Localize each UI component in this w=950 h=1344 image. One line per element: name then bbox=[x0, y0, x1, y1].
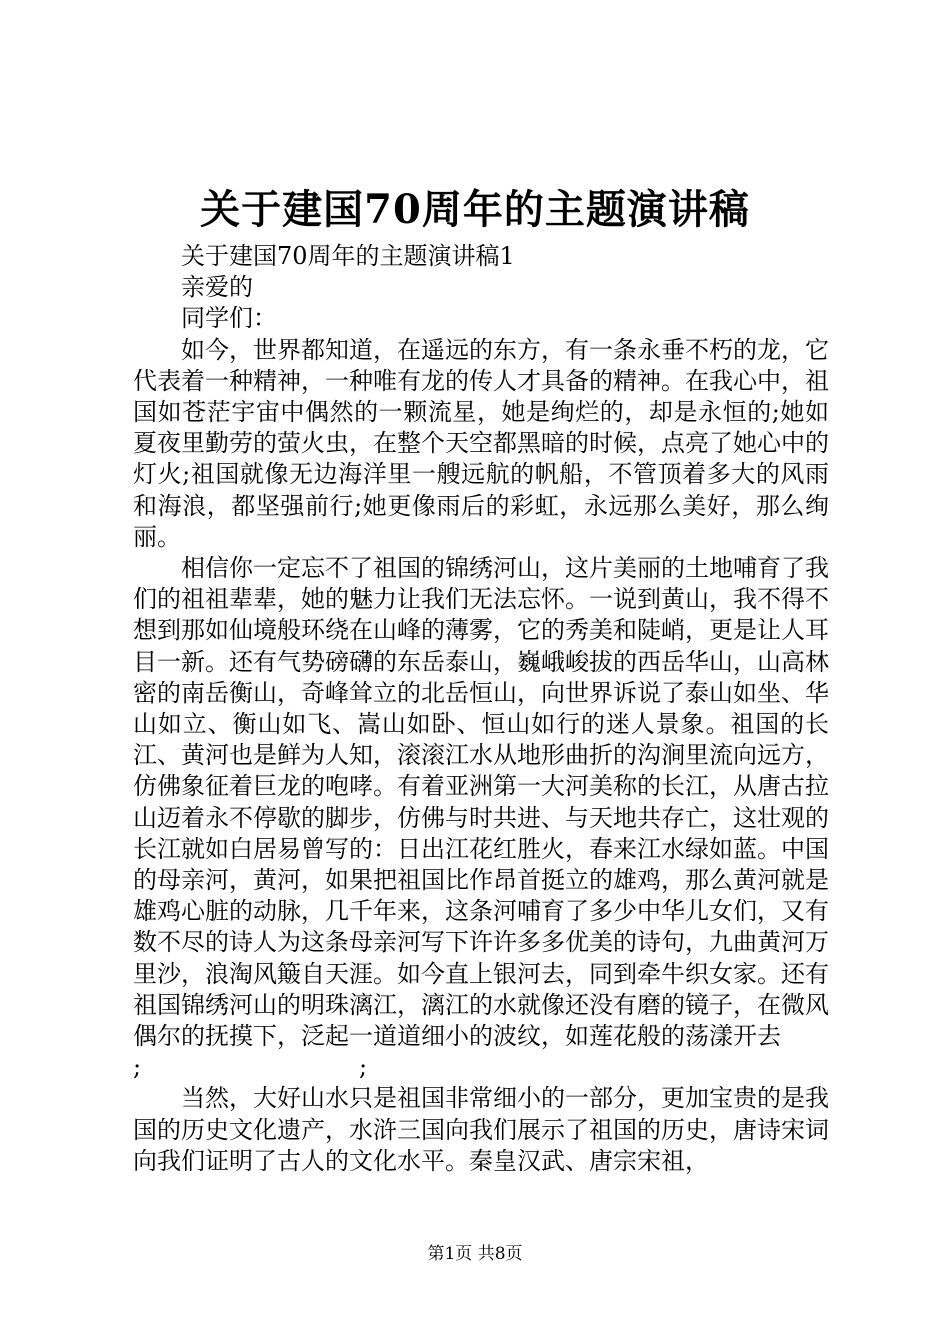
subheading: 关于建国70周年的主题演讲稿1 bbox=[181, 242, 515, 270]
semicolon-row bbox=[133, 1052, 829, 1083]
paragraph-3: 当然，大好山水只是祖国非常细小的一部分，更加宝贵的是我国的历史文化遗产，水浒三国向我们展示了祖国的历史，唐诗宋词向我们证明了古人的文化水平。秦皇汉武、唐宗宋祖， bbox=[133, 1084, 829, 1175]
document-body bbox=[133, 241, 829, 1177]
paragraph-2: 相信你一定忘不了祖国的锦绣河山，这片美丽的土地哺育了我们的祖祖辈辈，她的魅力让我们无法忘怀。一说到黄山，我不得不想到那如仙境般环绕在山峰的薄雾，它的秀美和陡峭，更是让人耳目一新。还有气势磅礴的东岳泰山，巍峨峻拔的西岳华山，山高林密的南岳衡山，奇峰耸立的北岳恒山，向世界诉说了泰山如坐、华山如立、衡山如飞、嵩山如卧、恒山如行的迷人景象。祖国的长江、黄河也是鲜为人知，滚滚江水从地形曲折的沟涧里流向远方，仿佛象征着巨龙的咆哮。有着亚洲第一大河美称的长江，从唐古拉山迈着永不停歇的脚步，仿佛与时共进、与天地共存亡，这壮观的长江就如白居易曾写的：日出江花红胜火，春来江水绿如蓝。中国的母亲河，黄河，如果把祖国比作昂首挺立的雄鸡，那么黄河就是雄鸡心脏的动脉，几千年来，这条河哺育了多少中华儿女们，又有数不尽的诗人为这条母亲河写下许许多多优美的诗句，九曲黄河万里沙，浪淘风簸自天涯。如今直上银河去，同到牵牛织女家。还有祖国锦绣河山的明珠漓江，漓江的水就像还没有磨的镜子，在微风偶尔的抚摸下，泛起一道道细小的波纹，如莲花般的荡漾开去 bbox=[133, 554, 829, 1051]
salutation-line-1: 亲爱的 bbox=[181, 273, 253, 302]
salutation-line-2: 同学们： bbox=[181, 304, 277, 333]
semicolon-mark: ; bbox=[133, 1053, 142, 1082]
semicolon-mark: ; bbox=[359, 1053, 368, 1082]
paragraph-1: 如今，世界都知道，在遥远的东方，有一条永垂不朽的龙，它代表着一种精神，一种唯有龙的传人才具备的精神。在我心中，祖国如苍茫宇宙中偶然的一颗流星，她是绚烂的，却是永恒的;她如夏夜里勤劳的萤火虫，在整个天空都黑暗的时候，点亮了她心中的灯火;祖国就像无边海洋里一艘远航的帆船，不管顶着多大的风雨和海浪，都坚强前行;她更像雨后的彩虹，永远那么美好，那么绚丽。 bbox=[133, 335, 829, 551]
page-number-footer: 第1页 共8页 bbox=[427, 1244, 523, 1264]
page-title: 关于建国70周年的主题演讲稿 bbox=[200, 186, 750, 233]
